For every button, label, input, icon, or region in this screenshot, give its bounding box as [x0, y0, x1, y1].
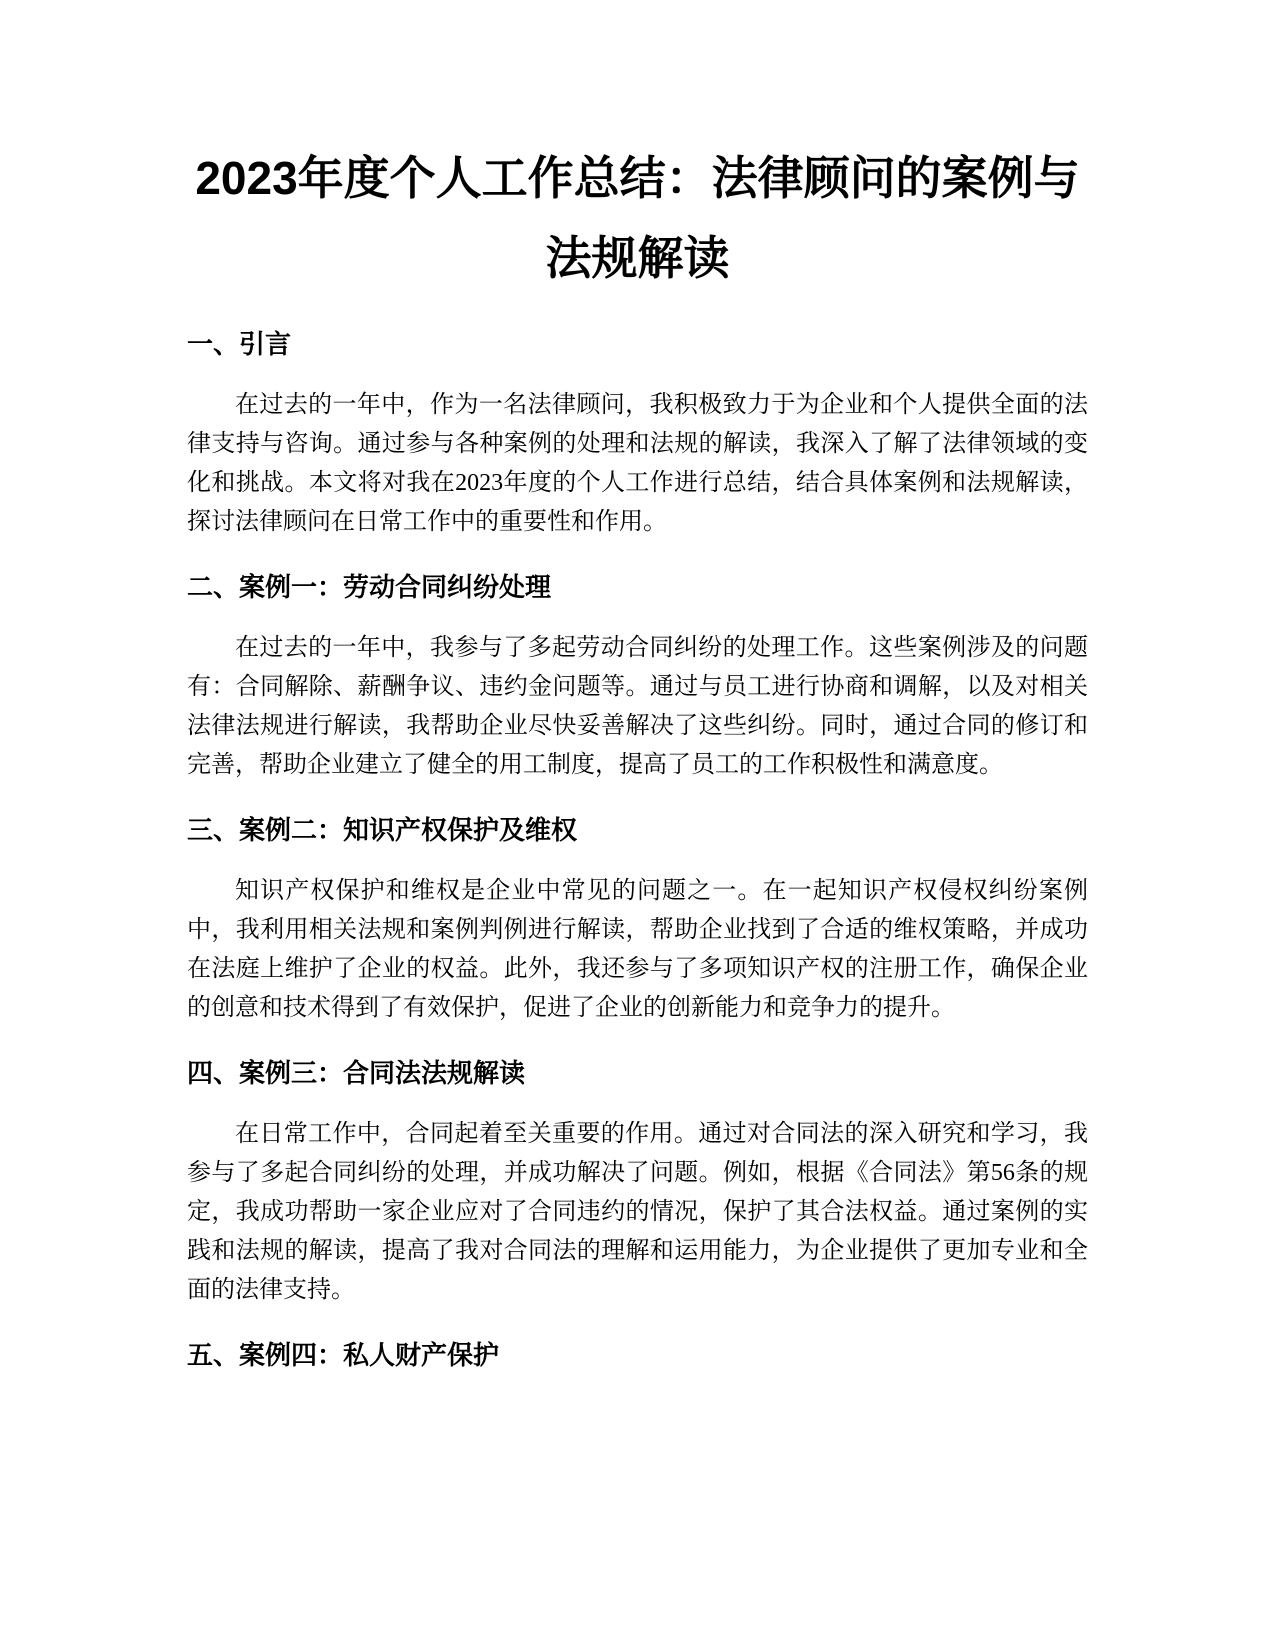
section-heading: 一、引言: [187, 329, 292, 359]
section-case-labor-contract: [187, 569, 1088, 785]
section-case-contract-law: [187, 1055, 1088, 1310]
document-title-block: [187, 138, 1088, 298]
section-introduction: [187, 326, 1088, 542]
section-heading: 五、案例四：私人财产保护: [187, 1340, 500, 1370]
section-paragraph: 知识产权保护和维权是企业中常见的问题之一。在一起知识产权侵权纠纷案例中，我利用相关法规和案例判例进行解读，帮助企业找到了合适的维权策略，并成功在法庭上维护了企业的权益。此外，我还参与了多项知识产权的注册工作，确保企业的创意和技术得到了有效保护，促进了企业的创新能力和竞争力的提升。: [187, 878, 1088, 1021]
document-title-line-1: 2023年度个人工作总结：法律顾问的案例与: [195, 152, 1080, 204]
section-paragraph: 在过去的一年中，作为一名法律顾问，我积极致力于为企业和个人提供全面的法律支持与咨询。通过参与各种案例的处理和法规的解读，我深入了解了法律领域的变化和挑战。本文将对我在2023年度的个人工作进行总结，结合具体案例和法规解读，探讨法律顾问在日常工作中的重要性和作用。: [187, 392, 1088, 535]
section-case-private-property: [187, 1337, 1088, 1373]
section-heading: 二、案例一：劳动合同纠纷处理: [187, 572, 552, 602]
section-case-intellectual-property: [187, 812, 1088, 1028]
document-title-line-2: 法规解读: [545, 232, 730, 284]
document-title: [187, 138, 1088, 298]
section-paragraph: 在过去的一年中，我参与了多起劳动合同纠纷的处理工作。这些案例涉及的问题有：合同解除、薪酬争议、违约金问题等。通过与员工进行协商和调解，以及对相关法律法规进行解读，我帮助企业尽快妥善解决了这些纠纷。同时，通过合同的修订和完善，帮助企业建立了健全的用工制度，提高了员工的工作积极性和满意度。: [187, 635, 1088, 778]
section-heading: 四、案例三：合同法法规解读: [187, 1058, 526, 1088]
section-heading: 三、案例二：知识产权保护及维权: [187, 815, 578, 845]
section-paragraph: 在日常工作中，合同起着至关重要的作用。通过对合同法的深入研究和学习，我参与了多起合同纠纷的处理，并成功解决了问题。例如，根据《合同法》第56条的规定，我成功帮助一家企业应对了合同违约的情况，保护了其合法权益。通过案例的实践和法规的解读，提高了我对合同法的理解和运用能力，为企业提供了更加专业和全面的法律支持。: [187, 1121, 1088, 1303]
